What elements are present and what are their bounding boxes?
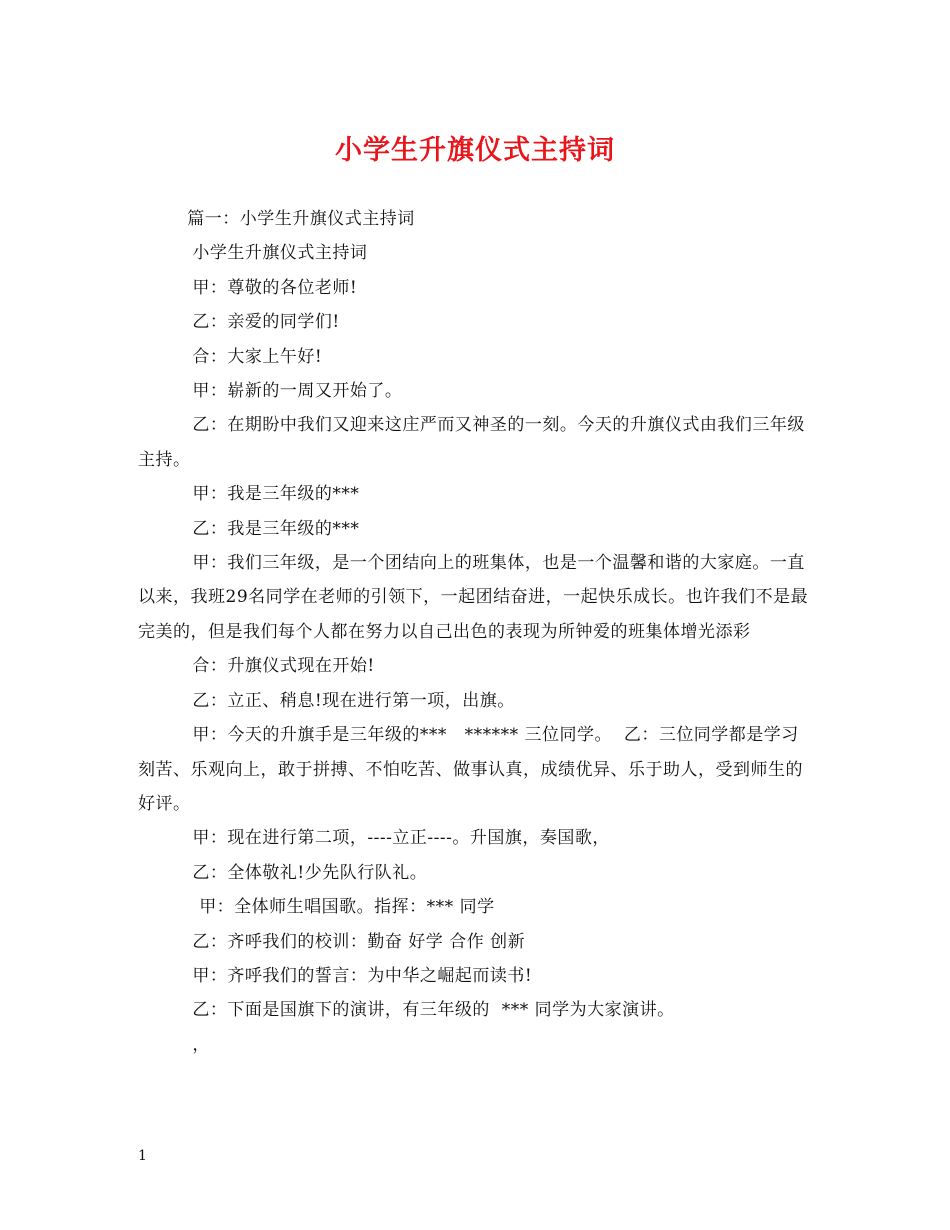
paragraph: 乙：全体敬礼!少先队行队礼。: [192, 862, 428, 883]
document-title: 小学生升旗仪式主持词: [335, 135, 615, 166]
page-number: 1: [138, 1148, 147, 1164]
paragraph: 甲：现在进行第二项，----立正----。升国旗，奏国歌，: [192, 828, 610, 849]
paragraph: 乙：立正、稍息!现在进行第一项，出旗。: [192, 690, 515, 711]
paragraph: 甲：我们三年级，是一个团结向上的班集体，也是一个温馨和谐的大家庭。一直以来，我班29名同学在老师的引领下，一起团结奋进，一起快乐成长。也许我们不是最完美的，但是我们每个人都在努力以自己出色的表现为所钟爱的班集体增光添彩: [138, 553, 809, 642]
paragraph: 乙：我是三年级的***: [192, 518, 360, 539]
paragraph: 合：大家上午好!: [192, 346, 323, 367]
paragraph: ，: [192, 1034, 210, 1055]
paragraph: 乙：在期盼中我们又迎来这庄严而又神圣的一刻。今天的升旗仪式由我们三年级主持。: [138, 415, 805, 470]
paragraph: 乙：齐呼我们的校训：勤奋 好学 合作 创新: [192, 931, 526, 952]
paragraph: 乙：下面是国旗下的演讲，有三年级的 *** 同学为大家演讲。: [192, 1000, 675, 1021]
paragraph: 甲：尊敬的各位老师!: [192, 277, 358, 298]
paragraph: 乙：亲爱的同学们!: [192, 312, 340, 333]
paragraph: 甲：齐呼我们的誓言：为中华之崛起而读书!: [192, 965, 533, 986]
paragraph: 篇一：小学生升旗仪式主持词: [187, 209, 415, 229]
paragraph: 甲：全体师生唱国歌。指挥：*** 同学: [199, 897, 495, 918]
document-body: [138, 202, 814, 1062]
paragraph: 甲：我是三年级的***: [192, 484, 360, 505]
paragraph: 小学生升旗仪式主持词: [192, 243, 368, 264]
paragraph: 合：升旗仪式现在开始!: [192, 656, 375, 677]
paragraph: 甲：今天的升旗手是三年级的*** ****** 三位同学。 乙：三位同学都是学习刻苦、乐观向上，敢于拼搏、不怕吃苦、做事认真，成绩优异、乐于助人，受到师生的好评。: [138, 725, 803, 814]
paragraph: 甲：崭新的一周又开始了。: [192, 381, 403, 402]
